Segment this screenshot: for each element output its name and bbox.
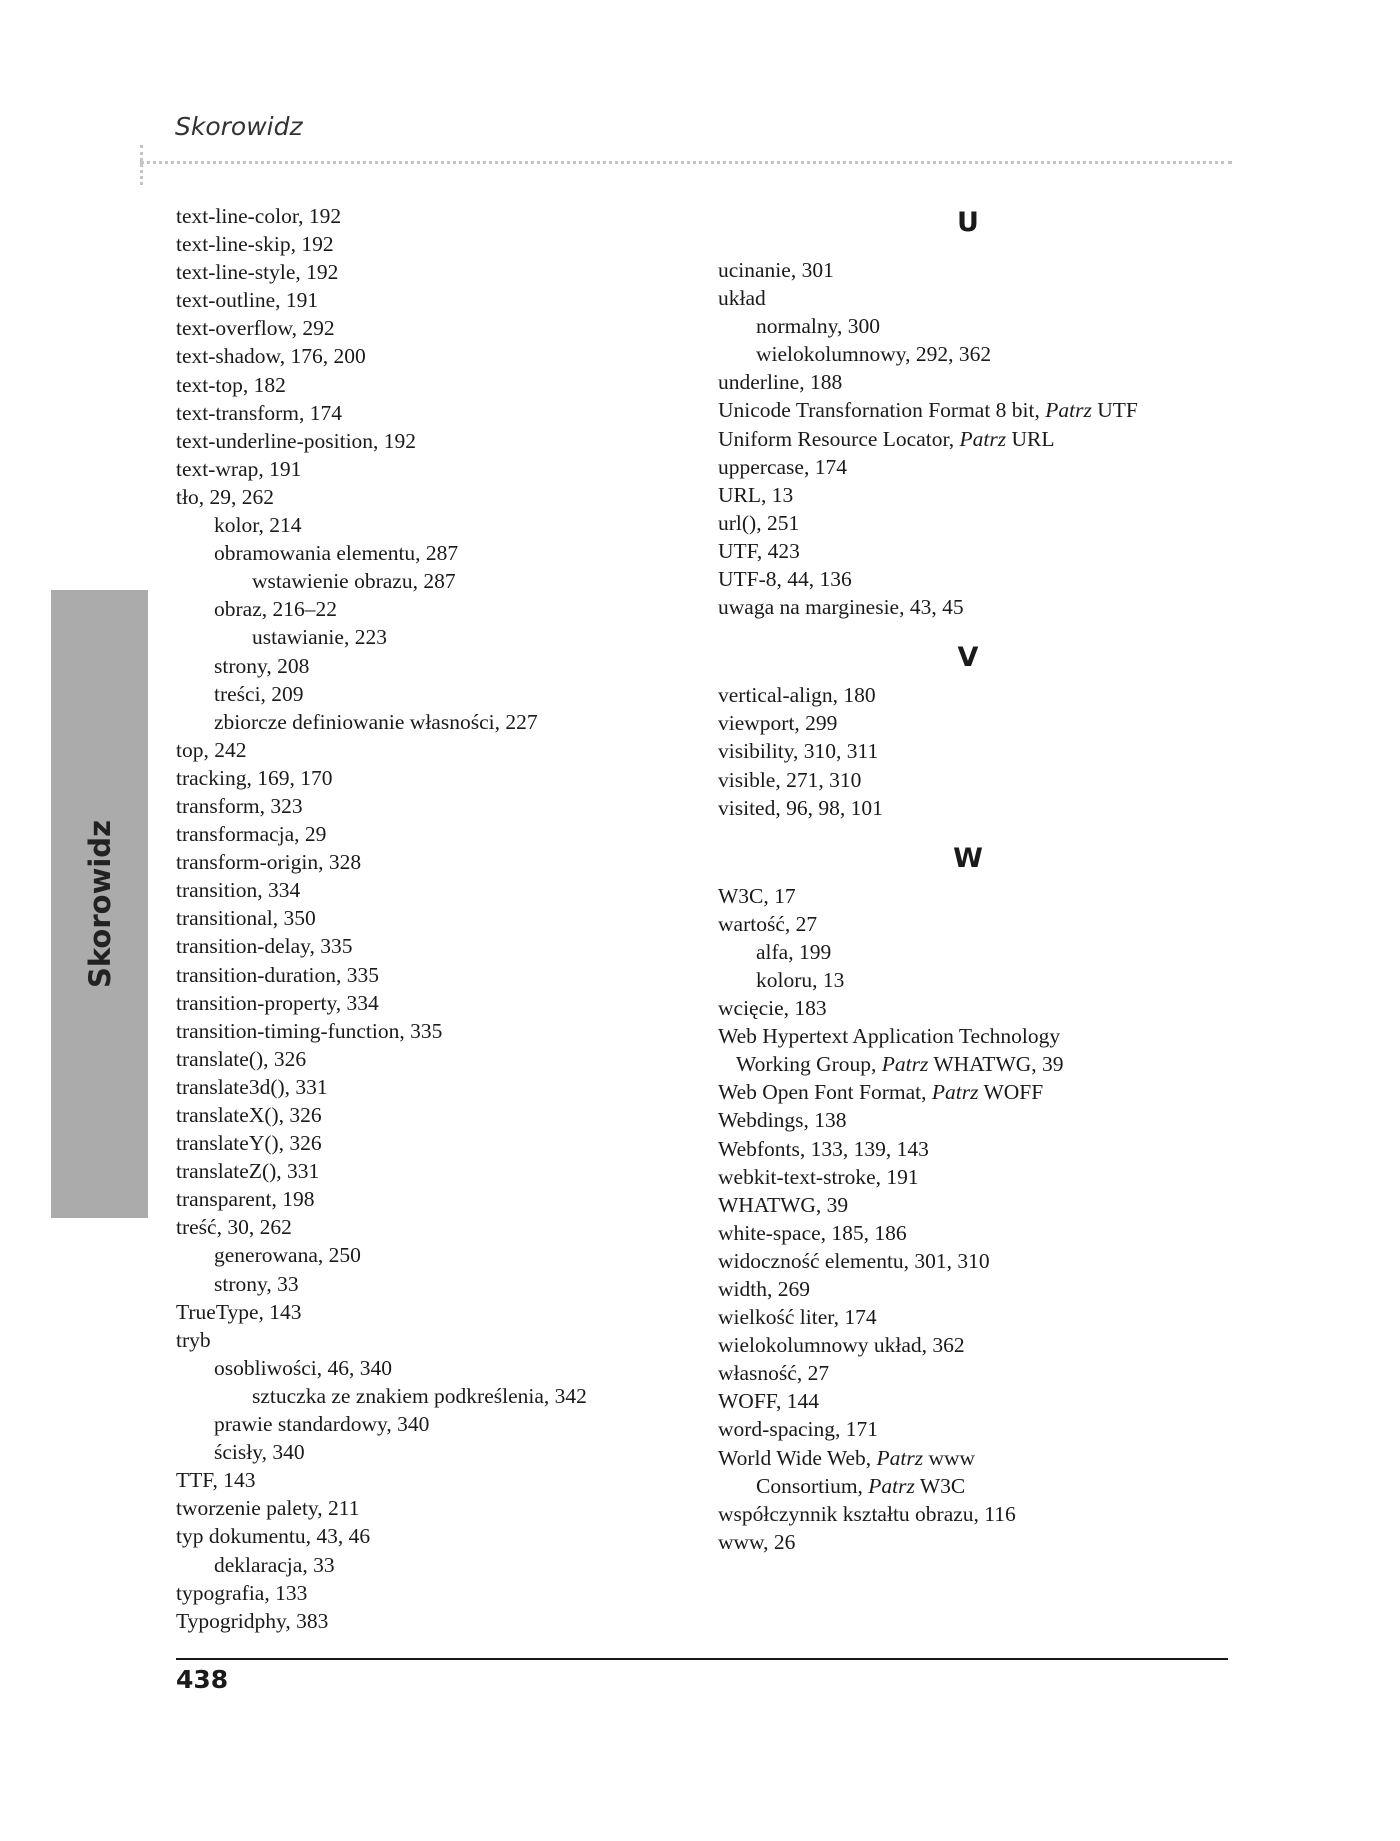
index-entry: wartość, 27 xyxy=(718,911,818,936)
index-entry: deklaracja, 33 xyxy=(214,1552,335,1577)
index-entry: text-transform, 174 xyxy=(176,400,342,425)
index-entry: width, 269 xyxy=(718,1277,810,1301)
index-entry: wstawienie obrazu, 287 xyxy=(252,569,456,594)
side-tab-label: Skorowidz xyxy=(82,820,117,988)
index-entry: Web Hypertext Application Technology xyxy=(718,1024,1061,1049)
header-dotted-rule xyxy=(140,161,1232,164)
index-entry: typ dokumentu, 43, 46 xyxy=(176,1524,371,1549)
index-entry: uwaga na marginesie, 43, 45 xyxy=(718,595,964,620)
index-entry: obraz, 216–22 xyxy=(214,597,337,622)
index-entry: Uniform Resource Locator, Patrz URL xyxy=(718,426,1055,451)
index-entry: tracking, 169, 170 xyxy=(176,765,333,790)
section-letter-u: U xyxy=(957,207,979,238)
index-entry: Web Open Font Format, Patrz WOFF xyxy=(718,1080,1044,1105)
page-number: 438 xyxy=(176,1665,229,1694)
section-letter-v: V xyxy=(957,642,979,674)
index-entry: transparent, 198 xyxy=(176,1187,315,1212)
index-entry: transition-delay, 335 xyxy=(176,934,353,959)
index-entry: strony, 208 xyxy=(214,653,310,678)
index-entry: ścisły, 340 xyxy=(214,1440,305,1465)
index-entry: widoczność elementu, 301, 310 xyxy=(718,1248,990,1273)
index-entry: transition-timing-function, 335 xyxy=(176,1018,443,1043)
header-dotted-corner xyxy=(140,145,143,185)
index-entry: Webfonts, 133, 139, 143 xyxy=(718,1136,929,1161)
index-entry: translateY(), 326 xyxy=(176,1131,322,1156)
index-entry: Unicode Transfornation Format 8 bit, Patrz UTF xyxy=(718,398,1138,423)
index-entry: kolor, 214 xyxy=(214,513,302,538)
index-entry: ustawianie, 223 xyxy=(252,625,387,650)
see-reference: Patrz xyxy=(876,1445,924,1470)
see-reference: Patrz xyxy=(1045,398,1092,423)
index-entry: text-overflow, 292 xyxy=(176,316,335,341)
see-reference: Patrz xyxy=(931,1080,979,1105)
index-entry: visibility, 310, 311 xyxy=(718,739,879,764)
index-entry: www, 26 xyxy=(718,1529,796,1554)
footer-rule xyxy=(176,1658,1228,1660)
index-entry: zbiorcze definiowanie własności, 227 xyxy=(214,709,538,734)
index-entry: word-spacing, 171 xyxy=(718,1417,879,1442)
index-entry: wielokolumnowy układ, 362 xyxy=(718,1333,965,1358)
index-entry: World Wide Web, Patrz www xyxy=(718,1445,976,1470)
index-entry: Typogridphy, 383 xyxy=(176,1608,329,1633)
index-entry: sztuczka ze znakiem podkreślenia, 342 xyxy=(252,1383,587,1408)
index-entry: translate(), 326 xyxy=(176,1046,307,1071)
index-entry: transformacja, 29 xyxy=(176,822,327,847)
index-section-u xyxy=(718,256,1238,621)
index-entry: text-line-style, 192 xyxy=(176,260,339,285)
index-entry: transform-origin, 328 xyxy=(176,850,362,875)
index-entry: normalny, 300 xyxy=(756,314,881,339)
index-entry: WOFF, 144 xyxy=(718,1389,820,1414)
index-entry: UTF-8, 44, 136 xyxy=(718,567,852,592)
index-entry: vertical-align, 180 xyxy=(718,683,876,708)
index-entry: osobliwości, 46, 340 xyxy=(214,1355,392,1380)
index-entry: url(), 251 xyxy=(718,510,800,535)
running-head: Skorowidz xyxy=(175,112,303,141)
index-entry: visited, 96, 98, 101 xyxy=(718,795,883,820)
index-entry: ucinanie, 301 xyxy=(718,258,834,282)
index-entry: text-underline-position, 192 xyxy=(176,428,417,453)
index-entry: transform, 323 xyxy=(176,793,303,818)
index-entry: transition-property, 334 xyxy=(176,990,379,1015)
index-column-right xyxy=(718,256,1238,1556)
see-reference: Patrz xyxy=(959,426,1007,451)
index-entry: white-space, 185, 186 xyxy=(718,1220,907,1245)
side-thumb-tab xyxy=(51,590,148,1218)
section-letter-w: W xyxy=(953,842,983,874)
see-reference: Patrz xyxy=(881,1052,929,1077)
index-entry: typografia, 133 xyxy=(176,1580,308,1605)
index-entry: text-outline, 191 xyxy=(176,288,319,313)
index-entry: UTF, 423 xyxy=(718,538,800,563)
index-entry: transition-duration, 335 xyxy=(176,962,380,987)
index-entry: webkit-text-stroke, 191 xyxy=(718,1164,919,1189)
index-entry: strony, 33 xyxy=(214,1271,299,1296)
index-entry: transitional, 350 xyxy=(176,906,316,931)
index-entry: TTF, 143 xyxy=(176,1468,256,1493)
index-entry: wielokolumnowy, 292, 362 xyxy=(756,342,992,367)
index-entry: własność, 27 xyxy=(718,1361,830,1386)
index-entry: prawie standardowy, 340 xyxy=(214,1412,430,1437)
index-entry: text-wrap, 191 xyxy=(176,456,302,481)
index-entry: układ xyxy=(718,286,766,311)
index-entry: tworzenie palety, 211 xyxy=(176,1496,360,1521)
index-entry: tryb xyxy=(176,1327,211,1352)
index-entry: underline, 188 xyxy=(718,370,843,395)
index-entry: text-line-color, 192 xyxy=(176,204,342,228)
index-entry: text-top, 182 xyxy=(176,372,286,397)
index-section-w xyxy=(718,882,1238,1556)
index-section-v xyxy=(718,681,1238,821)
see-reference: Patrz xyxy=(868,1473,915,1498)
index-entry: Working Group, Patrz WHATWG, 39 xyxy=(736,1052,1064,1077)
index-entry: translateZ(), 331 xyxy=(176,1159,320,1184)
index-entry: generowana, 250 xyxy=(214,1243,361,1268)
index-entry: URL, 13 xyxy=(718,482,794,507)
index-entry: treści, 209 xyxy=(214,681,304,706)
index-entry: visible, 271, 310 xyxy=(718,767,862,792)
index-entry: TrueType, 143 xyxy=(176,1299,302,1324)
index-entry: współczynnik kształtu obrazu, 116 xyxy=(718,1501,1016,1526)
index-entry: wielkość liter, 174 xyxy=(718,1305,877,1330)
index-entry: translateX(), 326 xyxy=(176,1103,322,1127)
index-entry: wcięcie, 183 xyxy=(718,996,827,1021)
index-entry: W3C, 17 xyxy=(718,883,796,908)
index-entry: alfa, 199 xyxy=(756,939,832,964)
index-entry: WHATWG, 39 xyxy=(718,1192,849,1217)
index-entry: transition, 334 xyxy=(176,878,301,903)
index-entry: viewport, 299 xyxy=(718,711,838,736)
index-entry: text-line-skip, 192 xyxy=(176,232,334,257)
index-column-left xyxy=(176,202,696,1635)
index-entry: Webdings, 138 xyxy=(718,1108,847,1133)
index-entry: treść, 30, 262 xyxy=(176,1215,292,1240)
index-entry: text-shadow, 176, 200 xyxy=(176,344,366,369)
index-entry: koloru, 13 xyxy=(756,967,845,992)
index-entry: translate3d(), 331 xyxy=(176,1074,328,1099)
index-entry: obramowania elementu, 287 xyxy=(214,541,459,566)
index-entry: Consortium, Patrz W3C xyxy=(756,1473,966,1498)
index-entry: top, 242 xyxy=(176,737,247,762)
index-entry: uppercase, 174 xyxy=(718,454,847,479)
index-entry: tło, 29, 262 xyxy=(176,484,274,509)
